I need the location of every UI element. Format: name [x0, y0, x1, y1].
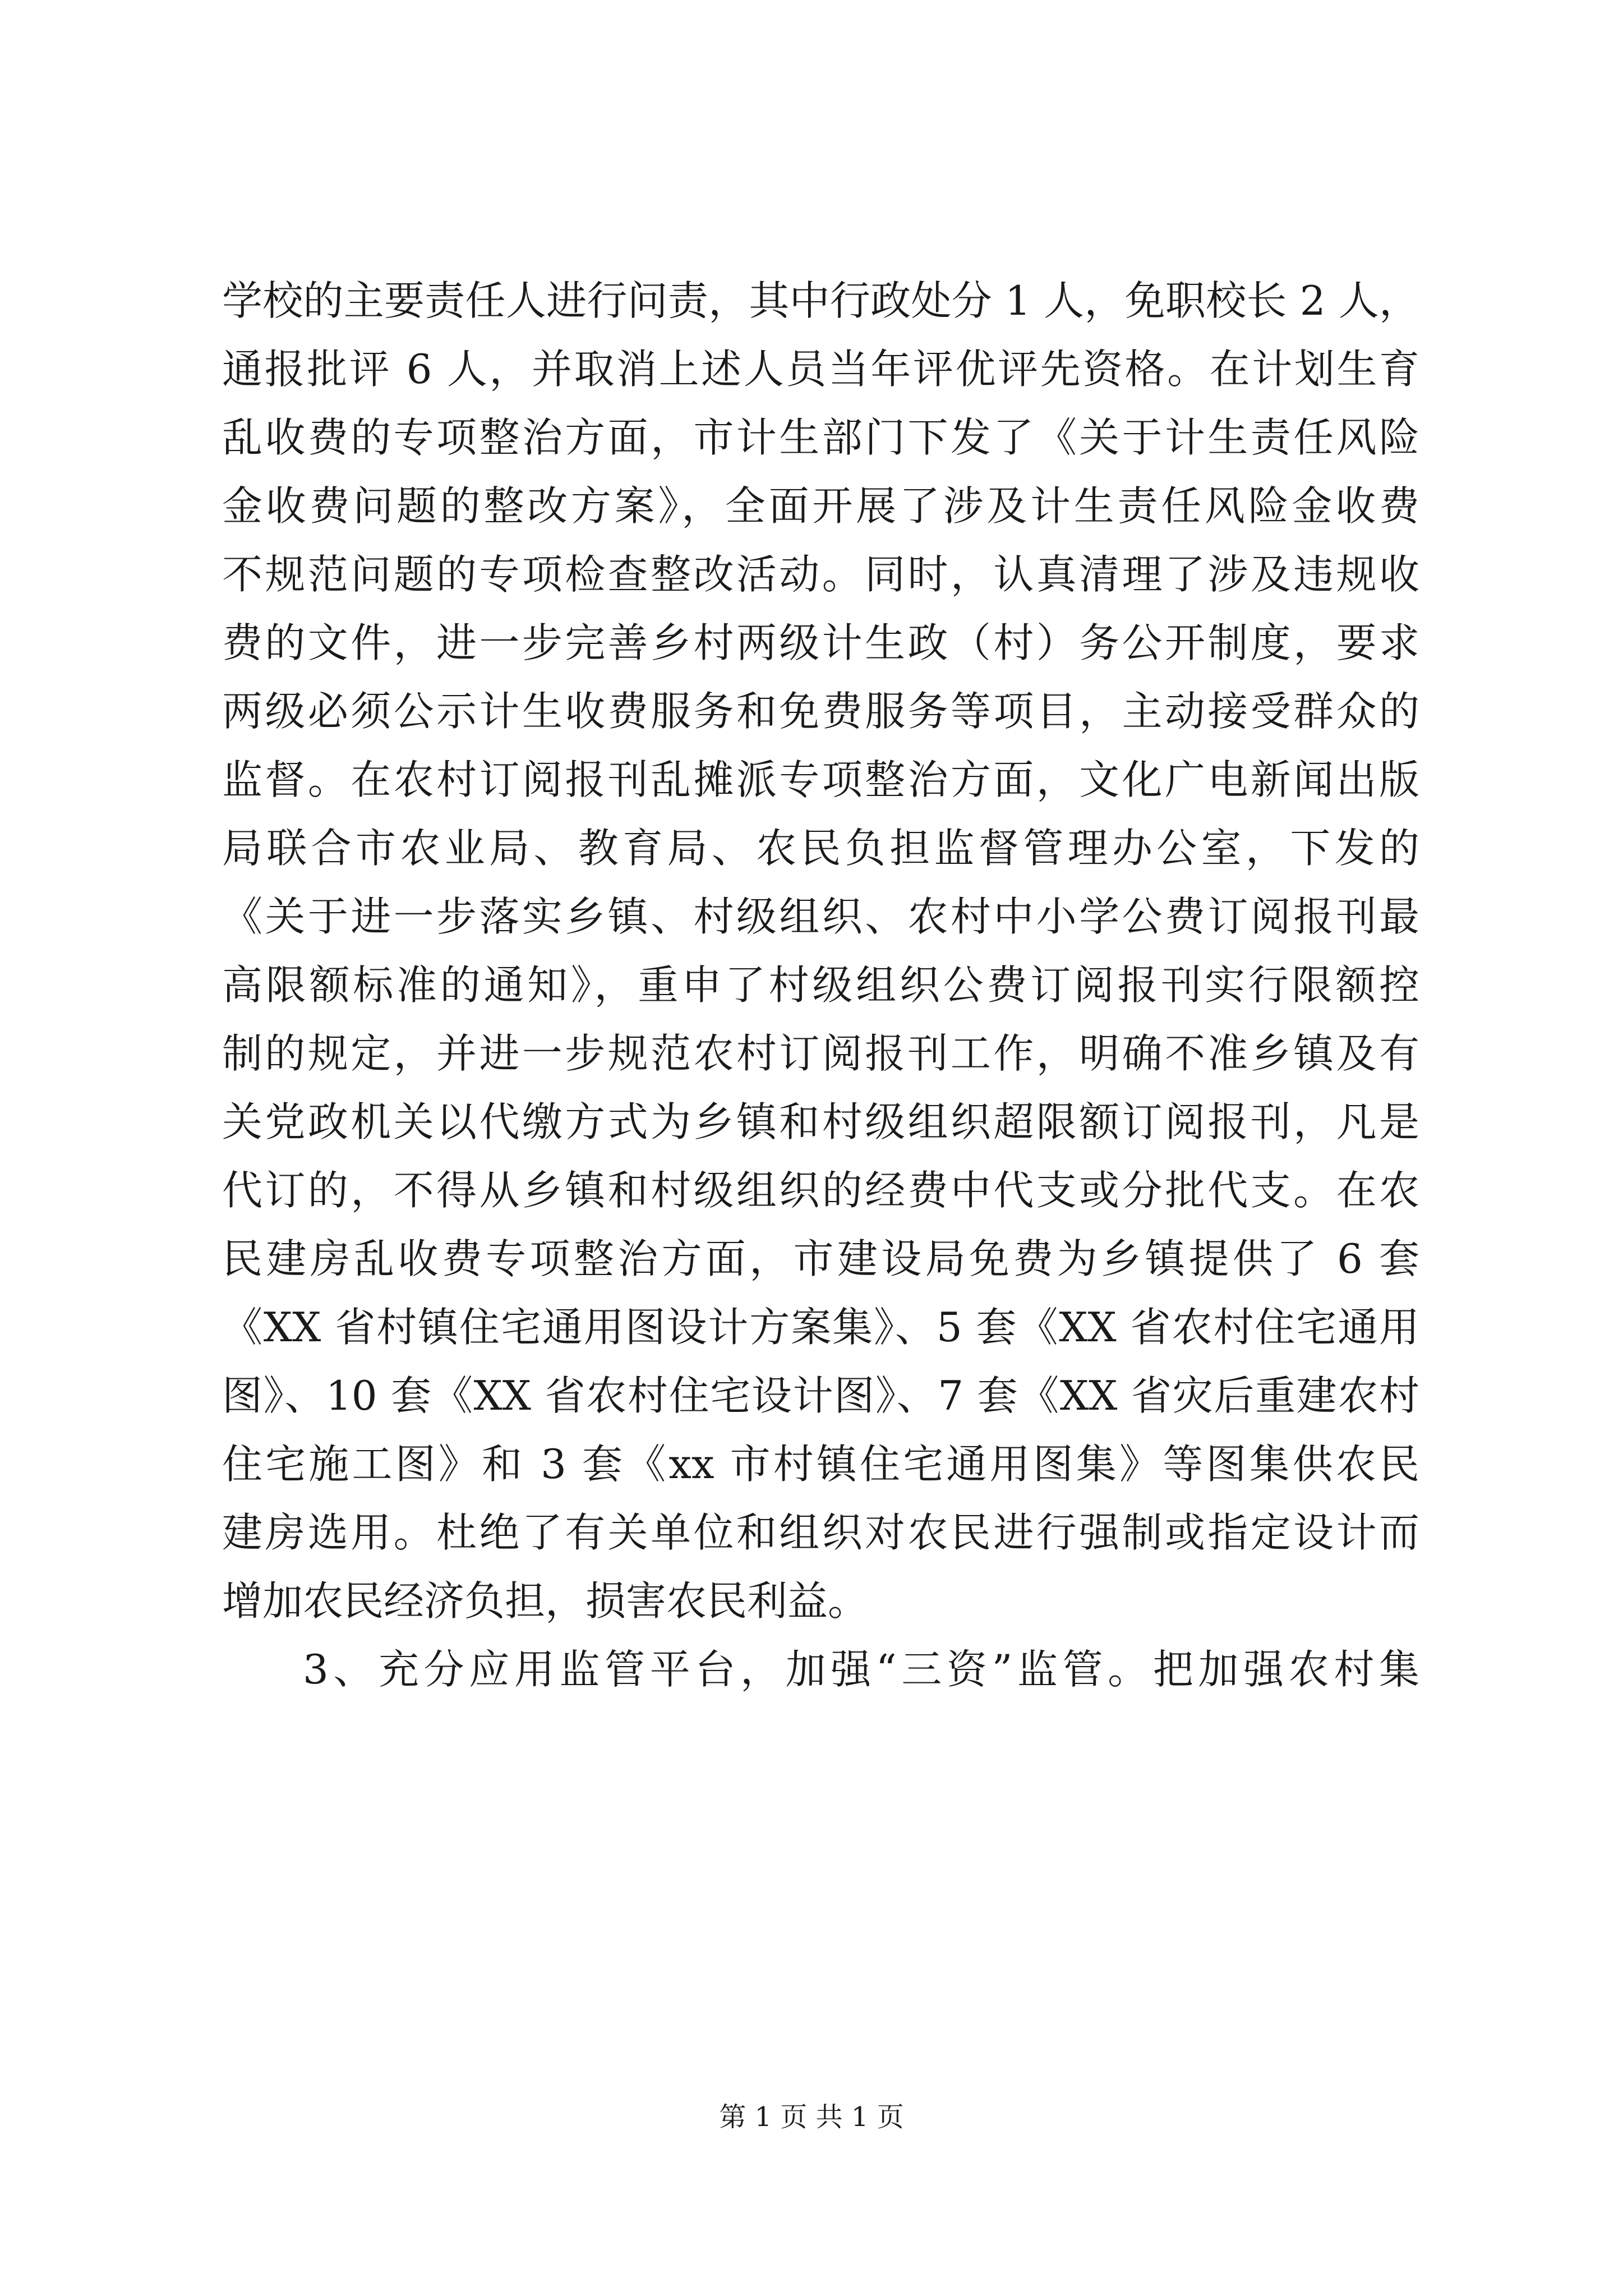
- text-line: 代订的，不得从乡镇和村级组织的经费中代支或分批代支。在农: [222, 1167, 1419, 1214]
- text-line: 关党政机关以代缴方式为乡镇和村级组织超限额订阅报刊，凡是: [222, 1098, 1419, 1145]
- text-line: 制的规定，并进一步规范农村订阅报刊工作，明确不准乡镇及有: [222, 1030, 1419, 1077]
- text-line: 住宅施工图》和 3 套《xx 市村镇住宅通用图集》等图集供农民: [222, 1441, 1419, 1488]
- text-line: 民建房乱收费专项整治方面，市建设局免费为乡镇提供了 6 套: [222, 1235, 1419, 1282]
- page-number-footer: 第 1 页 共 1 页: [719, 2101, 904, 2133]
- text-line: 两级必须公示计生收费服务和免费服务等项目，主动接受群众的: [222, 688, 1419, 735]
- text-line: 监督。在农村订阅报刊乱摊派专项整治方面，文化广电新闻出版: [222, 756, 1419, 803]
- text-line: 不规范问题的专项检查整改活动。同时，认真清理了涉及违规收: [222, 551, 1419, 598]
- text-line: 费的文件，进一步完善乡村两级计生政（村）务公开制度，要求: [222, 619, 1419, 666]
- document-body: [222, 266, 1419, 1704]
- text-line: 学校的主要责任人进行问责，其中行政处分 1 人，免职校长 2 人，: [222, 277, 1419, 324]
- text-line: 局联合市农业局、教育局、农民负担监督管理办公室，下发的: [222, 825, 1419, 872]
- text-line: 乱收费的专项整治方面，市计生部门下发了《关于计生责任风险: [222, 414, 1419, 461]
- text-line-paragraph-end: 增加农民经济负担，损害农民利益。: [222, 1577, 869, 1625]
- text-line: 图》、10 套《XX 省农村住宅设计图》、7 套《XX 省灾后重建农村: [222, 1372, 1419, 1419]
- text-line: 高限额标准的通知》，重申了村级组织公费订阅报刊实行限额控: [222, 961, 1419, 1009]
- text-line: 《关于进一步落实乡镇、村级组织、农村中小学公费订阅报刊最: [222, 893, 1419, 940]
- text-line: 《XX 省村镇住宅通用图设计方案集》、5 套《XX 省农村住宅通用: [222, 1304, 1419, 1351]
- paragraph-2-first-line: 3、充分应用监管平台，加强“三资”监管。把加强农村集: [303, 1646, 1419, 1693]
- text-line: 金收费问题的整改方案》，全面开展了涉及计生责任风险金收费: [222, 482, 1419, 530]
- text-line: 建房选用。杜绝了有关单位和组织对农民进行强制或指定设计而: [222, 1509, 1419, 1556]
- text-line: 通报批评 6 人，并取消上述人员当年评优评先资格。在计划生育: [222, 346, 1419, 393]
